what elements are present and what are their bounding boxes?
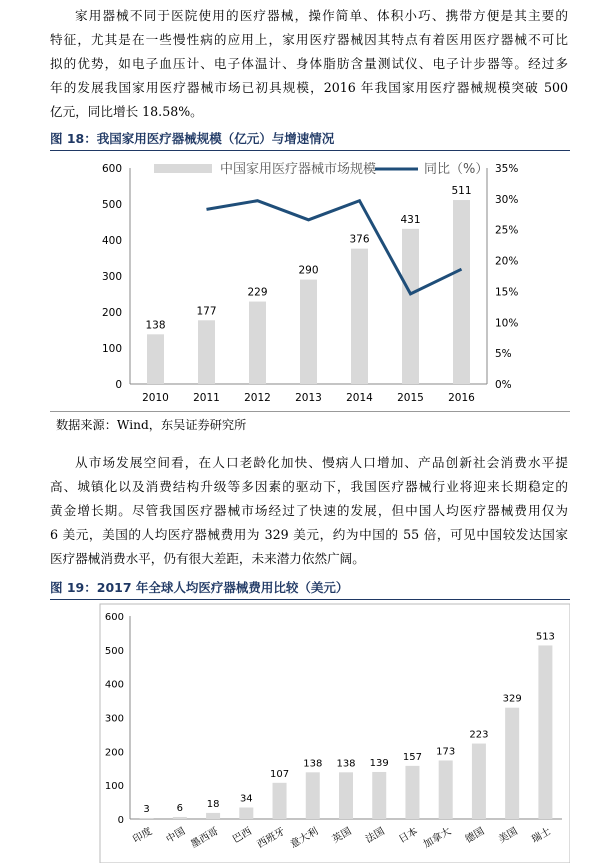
y-tick-label: 100 xyxy=(101,343,122,355)
y-tick-label: 400 xyxy=(101,235,122,247)
y2-tick-label: 5% xyxy=(495,348,512,361)
y-tick-label: 600 xyxy=(104,612,124,623)
intro-paragraph xyxy=(50,4,568,124)
data-label: 107 xyxy=(269,768,290,780)
x-tick-label: 西班牙 xyxy=(255,826,288,851)
text-line: 亿元，同比增长 18.58%。 xyxy=(50,104,203,119)
y2-tick-label: 25% xyxy=(495,224,519,237)
data-label: 177 xyxy=(196,305,217,318)
data-label: 513 xyxy=(535,631,555,643)
x-tick-label: 意大利 xyxy=(288,826,321,851)
x-tick-label: 中国 xyxy=(164,826,188,846)
market-size-chart xyxy=(50,151,570,411)
bar xyxy=(538,645,552,819)
text-line: 家用器械不同于医院使用的医疗器械，操作简单、体积小巧、携带方便是其主要的 xyxy=(75,8,568,23)
bar xyxy=(405,766,419,819)
x-tick-label: 法国 xyxy=(363,826,387,846)
data-source: 数据来源：Wind，东吴证券研究所 xyxy=(56,418,247,432)
bar xyxy=(505,708,519,819)
y-tick-label: 600 xyxy=(101,163,122,175)
text-line: 年的发展我国家用医疗器械市场已初具规模，2016 年我国家用医疗器械规模突破 500 xyxy=(50,80,568,95)
y2-tick-label: 15% xyxy=(495,286,519,299)
x-tick-label: 英国 xyxy=(330,826,354,846)
y2-tick-label: 10% xyxy=(495,317,519,330)
chart-frame xyxy=(100,604,570,863)
bar xyxy=(140,818,154,819)
text-line: 6 美元，美国的人均医疗器械费用为 329 美元，约为中国的 55 倍，可见中国较发达国家 xyxy=(50,527,568,542)
bar xyxy=(173,817,187,819)
text-line: 特征，尤其是在一些慢性病的应用上，家用医疗器械因其特点有着医用医疗器械不可比 xyxy=(50,32,568,47)
bar xyxy=(273,783,287,819)
text-line: 黄金增长期。尽管我国医疗器械市场经过了快速的发展，但中国人均医疗器械费用仅为 xyxy=(50,503,568,518)
y2-tick-label: 35% xyxy=(495,163,519,175)
bar xyxy=(339,772,353,819)
bar xyxy=(147,334,164,384)
y-tick-label: 0 xyxy=(117,815,124,826)
data-label: 6 xyxy=(176,802,184,814)
legend-label: 同比（%） xyxy=(424,162,489,177)
data-label: 138 xyxy=(336,758,356,770)
x-tick-label: 2016 xyxy=(448,392,475,404)
x-tick-label: 巴西 xyxy=(230,826,254,846)
bar xyxy=(453,200,470,384)
figure18-title: 图 18：我国家用医疗器械规模（亿元）与增速情况 xyxy=(50,128,570,151)
y2-tick-label: 30% xyxy=(495,193,519,206)
data-label: 18 xyxy=(206,798,220,810)
series-line xyxy=(207,201,462,294)
data-label: 229 xyxy=(247,286,268,299)
data-label: 139 xyxy=(369,757,389,769)
y-tick-label: 300 xyxy=(104,713,124,725)
data-label: 431 xyxy=(400,213,421,226)
text-line: 从市场发展空间看，在人口老龄化加快、慢病人口增加、产品创新社会消费水平提 xyxy=(75,455,568,470)
x-tick-label: 2011 xyxy=(193,392,220,404)
x-tick-label: 2015 xyxy=(397,392,424,404)
bar xyxy=(198,320,215,384)
data-label: 290 xyxy=(298,264,319,277)
x-tick-label: 加拿大 xyxy=(421,826,454,851)
x-tick-label: 2010 xyxy=(142,392,169,404)
data-label: 3 xyxy=(143,803,150,815)
data-label: 329 xyxy=(502,693,522,705)
data-label: 376 xyxy=(349,233,370,246)
bar xyxy=(372,772,386,819)
bar xyxy=(439,760,453,819)
bar xyxy=(351,249,368,384)
data-label: 138 xyxy=(145,319,166,332)
bar xyxy=(249,302,266,384)
data-label: 34 xyxy=(239,793,253,805)
bar xyxy=(206,813,220,819)
figure18-chart xyxy=(50,151,570,412)
x-tick-label: 日本 xyxy=(397,826,420,846)
y-tick-label: 0 xyxy=(115,379,122,391)
y2-tick-label: 0% xyxy=(495,379,512,391)
figure19-title: 图 19：2017 年全球人均医疗器械费用比较（美元） xyxy=(50,577,570,600)
x-tick-label: 2013 xyxy=(295,392,322,404)
bar xyxy=(300,280,317,384)
y-tick-label: 300 xyxy=(101,271,122,283)
figure19-chart xyxy=(50,601,570,863)
y-tick-label: 200 xyxy=(101,307,122,319)
y-tick-label: 100 xyxy=(104,781,124,793)
data-label: 157 xyxy=(402,751,423,763)
data-label: 173 xyxy=(436,746,456,758)
y-tick-label: 400 xyxy=(104,679,124,691)
y-tick-label: 500 xyxy=(101,199,122,211)
data-label: 138 xyxy=(303,758,323,770)
market-paragraph xyxy=(50,451,568,571)
x-tick-label: 墨西哥 xyxy=(189,826,221,851)
legend-label: 中国家用医疗器械市场规模 xyxy=(220,162,377,177)
bar xyxy=(306,772,320,819)
x-tick-label: 德国 xyxy=(463,826,487,846)
data-label: 223 xyxy=(469,729,489,741)
data-label: 511 xyxy=(451,185,472,198)
x-tick-label: 美国 xyxy=(496,826,520,846)
x-tick-label: 瑞士 xyxy=(530,826,553,846)
text-line: 高、城镇化以及消费结构升级等多因素的驱动下，我国医疗器械行业将迎来长期稳定的 xyxy=(50,479,568,494)
x-tick-label: 2014 xyxy=(346,392,373,404)
bar xyxy=(239,807,253,819)
bar xyxy=(402,229,419,384)
bar xyxy=(472,744,486,819)
x-tick-label: 2012 xyxy=(244,392,271,404)
text-line: 医疗器械消费水平，仍有很大差距，未来潜力依然广阔。 xyxy=(50,551,365,566)
text-line: 拟的优势，如电子血压计、电子体温计、身体脂肪含量测试仪、电子计步器等。经过多 xyxy=(50,56,568,71)
y-tick-label: 200 xyxy=(104,747,124,759)
legend-swatch-bar xyxy=(154,164,212,173)
per-capita-chart xyxy=(50,601,570,863)
y2-tick-label: 20% xyxy=(495,255,519,268)
y-tick-label: 500 xyxy=(104,645,124,657)
x-tick-label: 印度 xyxy=(131,826,155,846)
